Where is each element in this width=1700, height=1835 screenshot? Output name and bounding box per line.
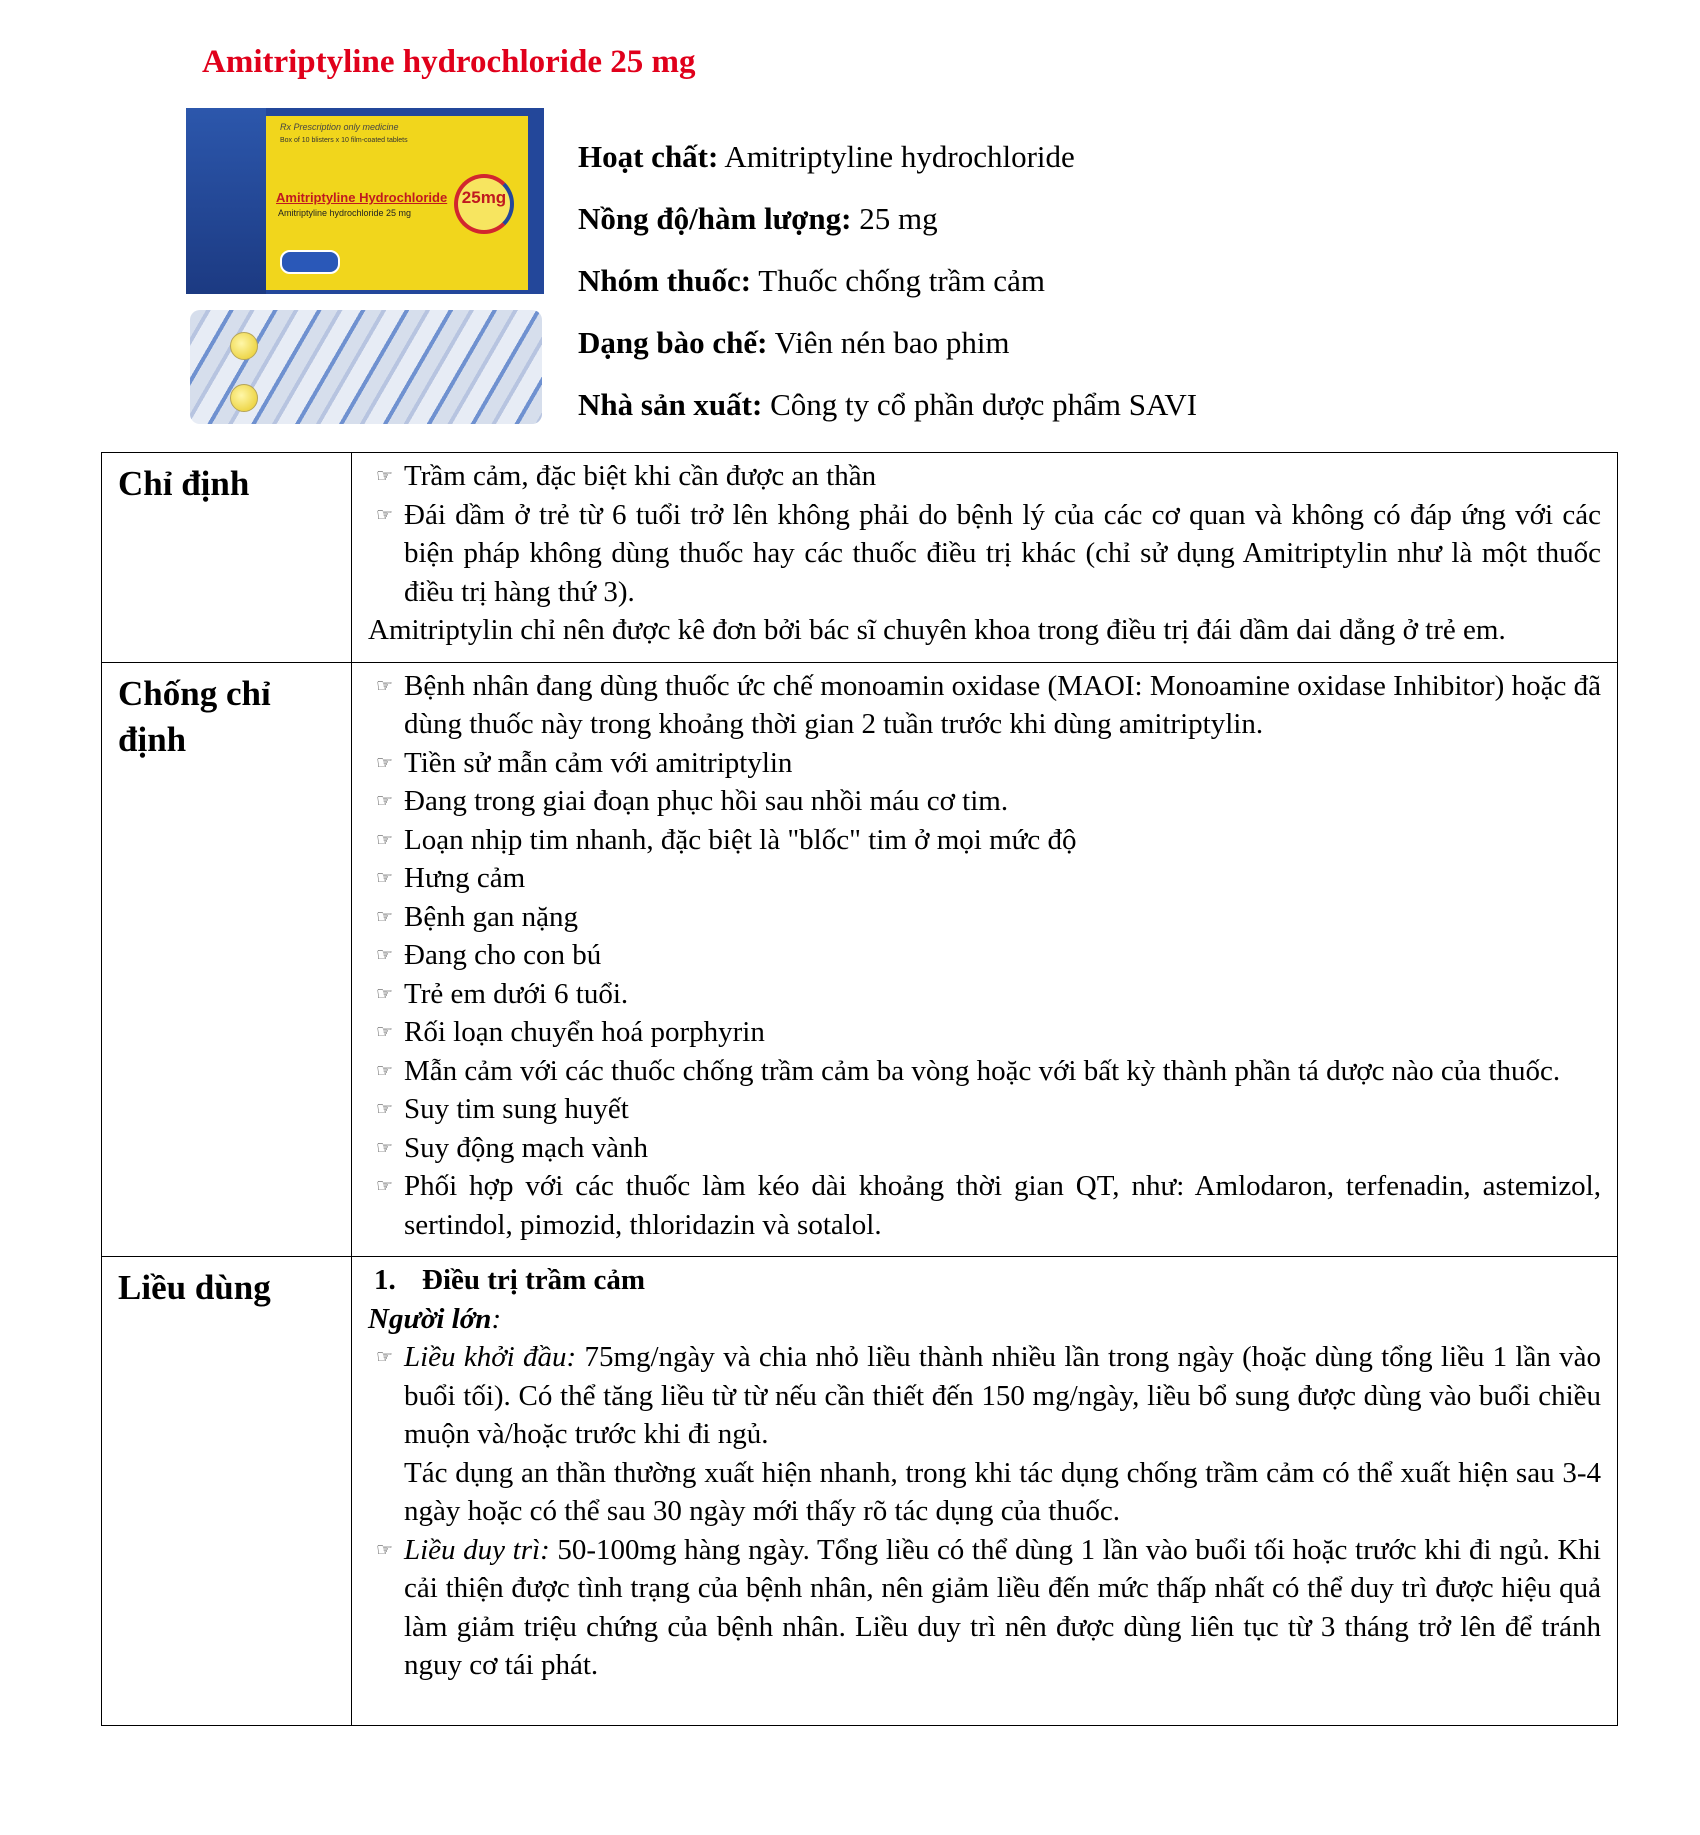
list-item: ☞ Tiền sử mẫn cảm với amitriptylin bbox=[368, 744, 1601, 783]
list-item: ☞ Mẫn cảm với các thuốc chống trầm cảm ba vòng hoặc với bất kỳ thành phần tá dược nào của thuốc. bbox=[368, 1052, 1601, 1091]
box-dose-label: 25mg bbox=[461, 188, 507, 207]
box-product-name: Amitriptyline Hydrochloride bbox=[276, 190, 448, 205]
heading-contraindications: Chống chỉ định bbox=[102, 662, 352, 1257]
drug-info-list bbox=[578, 126, 1197, 436]
list-item: ☞ Đái dầm ở trẻ từ 6 tuổi trở lên không phải do bệnh lý của các cơ quan và không có đáp ứng với các biện pháp không dùng thuốc hay các thuốc điều trị khác (chỉ sử dụng Amitriptylin như là một thuốc điều trị hàng thứ 3). bbox=[368, 496, 1601, 612]
list-item: ☞ Rối loạn chuyển hoá porphyrin bbox=[368, 1013, 1601, 1052]
manufacturer-logo-icon bbox=[280, 250, 340, 274]
tablet-icon bbox=[230, 332, 258, 360]
dosage-section-title: 1. Điều trị trầm cảm bbox=[374, 1264, 646, 1296]
info-manufacturer: Nhà sản xuất: Công ty cổ phần dược phẩm SAVI bbox=[578, 387, 1198, 422]
list-item: ☞ Phối hợp với các thuốc làm kéo dài khoảng thời gian QT, như: Amlodaron, terfenadin, astemizol, sertindol, pimozid, thloridazin và sotalol. bbox=[368, 1167, 1601, 1244]
list-item: ☞ Suy tim sung huyết bbox=[368, 1090, 1601, 1129]
info-active-ingredient: Hoạt chất: Amitriptyline hydrochloride bbox=[578, 139, 1075, 174]
drug-details-table bbox=[101, 452, 1618, 1726]
heading-dosage: Liều dùng bbox=[102, 1257, 352, 1726]
box-side-panel bbox=[186, 108, 266, 294]
page-title: Amitriptyline hydrochloride 25 mg bbox=[202, 44, 696, 80]
content-indications bbox=[352, 453, 1618, 663]
box-front-panel bbox=[266, 110, 528, 290]
tablet-icon bbox=[230, 384, 258, 412]
dosage-list bbox=[368, 1338, 1601, 1685]
heading-indications: Chỉ định bbox=[102, 453, 352, 663]
row-contraindications bbox=[102, 662, 1618, 1257]
list-item: ☞ Liều duy trì: 50-100mg hàng ngày. Tổng liều có thể dùng 1 lần vào buổi tối hoặc trước khi đi ngủ. Khi cải thiện được tình trạng của bệnh nhân, nên giảm liều đến mức thấp nhất có thể duy trì được hiệu quả làm giảm triệu chứng của bệnh nhân. Liều duy trì nên được dùng liên tục từ 3 tháng trở lên để tránh nguy cơ tái phát. bbox=[368, 1531, 1601, 1685]
content-contraindications bbox=[352, 662, 1618, 1257]
row-dosage bbox=[102, 1257, 1618, 1726]
list-item: ☞ Đang cho con bú bbox=[368, 936, 1601, 975]
list-item: ☞ Suy động mạch vành bbox=[368, 1129, 1601, 1168]
product-box-image bbox=[186, 108, 544, 294]
box-pack-text: Box of 10 blisters x 10 film-coated tablets bbox=[280, 137, 408, 144]
list-item: ☞ Hưng cảm bbox=[368, 859, 1601, 898]
box-product-sub: Amitriptyline hydrochloride 25 mg bbox=[278, 208, 412, 218]
list-item: ☞ Trầm cảm, đặc biệt khi cần được an thần bbox=[368, 457, 1601, 496]
info-strength: Nồng độ/hàm lượng: 25 mg bbox=[578, 201, 938, 236]
content-dosage bbox=[352, 1257, 1618, 1726]
row-indications bbox=[102, 453, 1618, 663]
list-item: ☞ Bệnh nhân đang dùng thuốc ức chế monoamin oxidase (MAOI: Monoamine oxidase Inhibitor) hoặc đã dùng thuốc này trong khoảng thời gian 2 tuần trước khi dùng amitriptylin. bbox=[368, 667, 1601, 744]
indications-list bbox=[368, 457, 1601, 611]
indications-note: Amitriptylin chỉ nên được kê đơn bởi bác sĩ chuyên khoa trong điều trị đái dầm dai dẳng ở trẻ em. bbox=[368, 614, 1506, 646]
list-item: ☞ Trẻ em dưới 6 tuổi. bbox=[368, 975, 1601, 1014]
box-rx-text: Rx Prescription only medicine bbox=[280, 122, 399, 132]
info-drug-group: Nhóm thuốc: Thuốc chống trầm cảm bbox=[578, 263, 1045, 298]
contraindications-list bbox=[368, 667, 1601, 1245]
list-item: ☞ Bệnh gan nặng bbox=[368, 898, 1601, 937]
list-item: ☞ Liều khởi đầu: 75mg/ngày và chia nhỏ liều thành nhiều lần trong ngày (hoặc dùng tổng liều 1 lần vào buổi tối). Có thể tăng liều từ từ nếu cần thiết đến 150 mg/ngày, liều bổ sung được dùng vào buổi chiều muộn và/hoặc trước khi đi ngủ. Tác dụng an thần thường xuất hiện nhanh, trong khi tác dụng chống trầm cảm có thể xuất hiện sau 3-4 ngày hoặc có thể sau 30 ngày mới thấy rõ tác dụng của thuốc. bbox=[368, 1338, 1601, 1531]
info-dosage-form: Dạng bào chế: Viên nén bao phim bbox=[578, 325, 1010, 360]
list-item: ☞ Loạn nhịp tim nhanh, đặc biệt là "blốc" tim ở mọi mức độ bbox=[368, 821, 1601, 860]
box-top-stripe bbox=[266, 110, 528, 116]
blister-pack-image bbox=[190, 310, 542, 424]
dosage-group: Người lớn: bbox=[368, 1302, 502, 1335]
list-item: ☞ Đang trong giai đoạn phục hồi sau nhồi máu cơ tim. bbox=[368, 782, 1601, 821]
